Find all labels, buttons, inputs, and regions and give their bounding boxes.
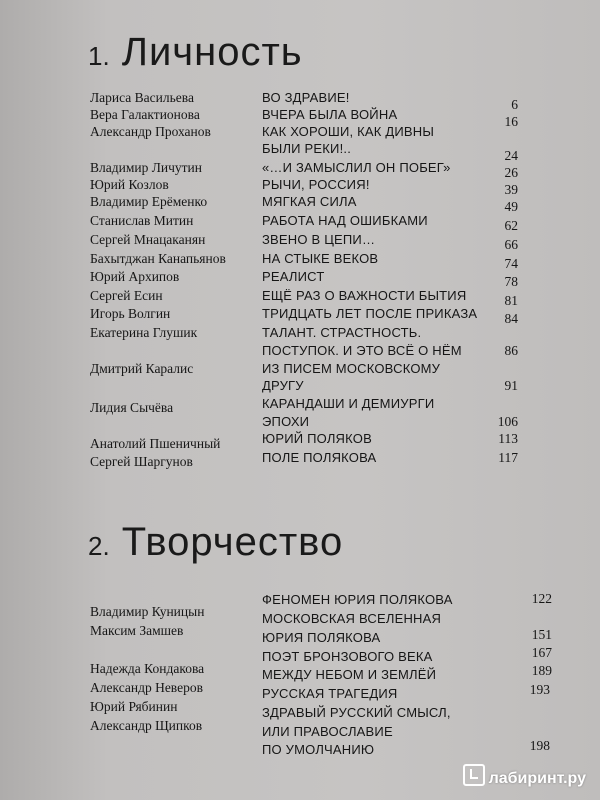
toc-author: Лидия Сычёва <box>90 400 174 415</box>
toc-author: Дмитрий Каралис <box>90 361 194 376</box>
toc-work: ТАЛАНТ. СТРАСТНОСТЬ. <box>262 325 422 340</box>
toc-page-number: 49 <box>504 199 518 214</box>
toc-work: МЯГКАЯ СИЛА <box>262 194 357 209</box>
toc-work: ВО ЗДРАВИЕ! <box>262 90 350 105</box>
toc-page-number: 16 <box>504 114 518 129</box>
toc-author: Александр Щипков <box>90 718 203 733</box>
toc-page-number: 122 <box>531 591 552 606</box>
toc-page-number: 62 <box>504 218 518 233</box>
toc-page-number: 6 <box>511 97 518 112</box>
toc-page-number: 74 <box>504 256 518 271</box>
toc-work: «…И ЗАМЫСЛИЛ ОН ПОБЕГ» <box>262 160 451 175</box>
toc-page-number: 113 <box>498 431 518 446</box>
toc-author: Анатолий Пшеничный <box>90 436 221 451</box>
toc-work: ЗВЕНО В ЦЕПИ… <box>262 232 376 247</box>
toc-author: Максим Замшев <box>90 623 184 638</box>
toc-work: ПОЭТ БРОНЗОВОГО ВЕКА <box>262 649 433 664</box>
toc-page-number: 106 <box>497 414 518 429</box>
toc-page-number: 84 <box>504 311 518 326</box>
section-2-title: Творчество <box>121 520 344 564</box>
toc-author: Александр Проханов <box>90 124 211 139</box>
section-1-heading <box>88 30 303 75</box>
section-2-heading <box>88 520 343 565</box>
toc-author: Владимир Куницын <box>90 604 205 619</box>
labirint-watermark-text: лабиринт.ру <box>488 770 586 787</box>
toc-work-continued: ЭПОХИ <box>262 414 310 429</box>
toc-author: Лариса Васильева <box>90 90 194 105</box>
toc-work: ЮРИЙ ПОЛЯКОВ <box>262 431 372 446</box>
toc-page-number: 198 <box>529 738 550 753</box>
toc-author: Екатерина Глушик <box>90 325 198 340</box>
toc-author: Владимир Ерёменко <box>90 194 208 209</box>
toc-page-number: 78 <box>504 274 518 289</box>
toc-page-number: 86 <box>504 343 518 358</box>
toc-author: Сергей Шаргунов <box>90 454 193 469</box>
toc-work: ИЗ ПИСЕМ МОСКОВСКОМУ <box>262 361 441 376</box>
toc-work-continued: ДРУГУ <box>262 378 304 393</box>
toc-page-number: 117 <box>498 450 518 465</box>
toc-author: Юрий Архипов <box>90 269 180 284</box>
toc-work: ПОЛЕ ПОЛЯКОВА <box>262 450 377 465</box>
toc-author: Александр Неверов <box>90 680 203 695</box>
toc-page-number: 167 <box>531 645 552 660</box>
toc-page-number: 24 <box>504 148 518 163</box>
labirint-watermark <box>463 764 586 788</box>
toc-work: МОСКОВСКАЯ ВСЕЛЕННАЯ <box>262 611 442 626</box>
toc-author: Владимир Личутин <box>90 160 202 175</box>
toc-author: Надежда Кондакова <box>90 661 205 676</box>
section-1-title: Личность <box>121 30 303 74</box>
toc-work: КАРАНДАШИ И ДЕМИУРГИ <box>262 396 435 411</box>
toc-author: Бахытджан Канапьянов <box>90 251 226 266</box>
toc-author: Станислав Митин <box>90 213 194 228</box>
toc-author: Игорь Волгин <box>90 306 171 321</box>
toc-page-number: 26 <box>504 165 518 180</box>
labirint-logo-icon <box>463 764 485 786</box>
section-2-number: 2. <box>88 531 110 561</box>
toc-work: РЕАЛИСТ <box>262 269 325 284</box>
toc-work-continued: ЮРИЯ ПОЛЯКОВА <box>262 630 381 645</box>
toc-page-number: 81 <box>504 293 518 308</box>
toc-work: РУССКАЯ ТРАГЕДИЯ <box>262 686 398 701</box>
toc-work: ЗДРАВЫЙ РУССКИЙ СМЫСЛ, <box>262 705 451 720</box>
toc-work-continued: БЫЛИ РЕКИ!.. <box>262 141 352 156</box>
toc-work: ВЧЕРА БЫЛА ВОЙНА <box>262 107 398 122</box>
toc-work: МЕЖДУ НЕБОМ И ЗЕМЛЁЙ <box>262 667 437 682</box>
toc-work-continued: ПО УМОЛЧАНИЮ <box>262 742 375 757</box>
toc-page-number: 151 <box>531 627 552 642</box>
toc-author: Сергей Мнацаканян <box>90 232 206 247</box>
toc-work: РАБОТА НАД ОШИБКАМИ <box>262 213 428 228</box>
toc-author: Юрий Рябинин <box>90 699 178 714</box>
toc-page-number: 39 <box>504 182 518 197</box>
toc-work: ТРИДЦАТЬ ЛЕТ ПОСЛЕ ПРИКАЗА <box>262 306 478 321</box>
toc-author: Сергей Есин <box>90 288 163 303</box>
toc-work: РЫЧИ, РОССИЯ! <box>262 177 370 192</box>
toc-work-continued: ПОСТУПОК. И ЭТО ВСЁ О НЁМ <box>262 343 462 358</box>
toc-author: Вера Галактионова <box>90 107 200 122</box>
toc-page-number: 189 <box>531 663 552 678</box>
toc-work: ФЕНОМЕН ЮРИЯ ПОЛЯКОВА <box>262 592 453 607</box>
toc-page-number: 193 <box>529 682 550 697</box>
toc-page-number: 66 <box>504 237 518 252</box>
toc-work-continued: ИЛИ ПРАВОСЛАВИЕ <box>262 724 393 739</box>
toc-work: ЕЩЁ РАЗ О ВАЖНОСТИ БЫТИЯ <box>262 288 467 303</box>
toc-work: КАК ХОРОШИ, КАК ДИВНЫ <box>262 124 435 139</box>
toc-page-number: 91 <box>504 378 518 393</box>
toc-work: НА СТЫКЕ ВЕКОВ <box>262 251 379 266</box>
section-1-number: 1. <box>88 41 110 71</box>
toc-author: Юрий Козлов <box>90 177 169 192</box>
